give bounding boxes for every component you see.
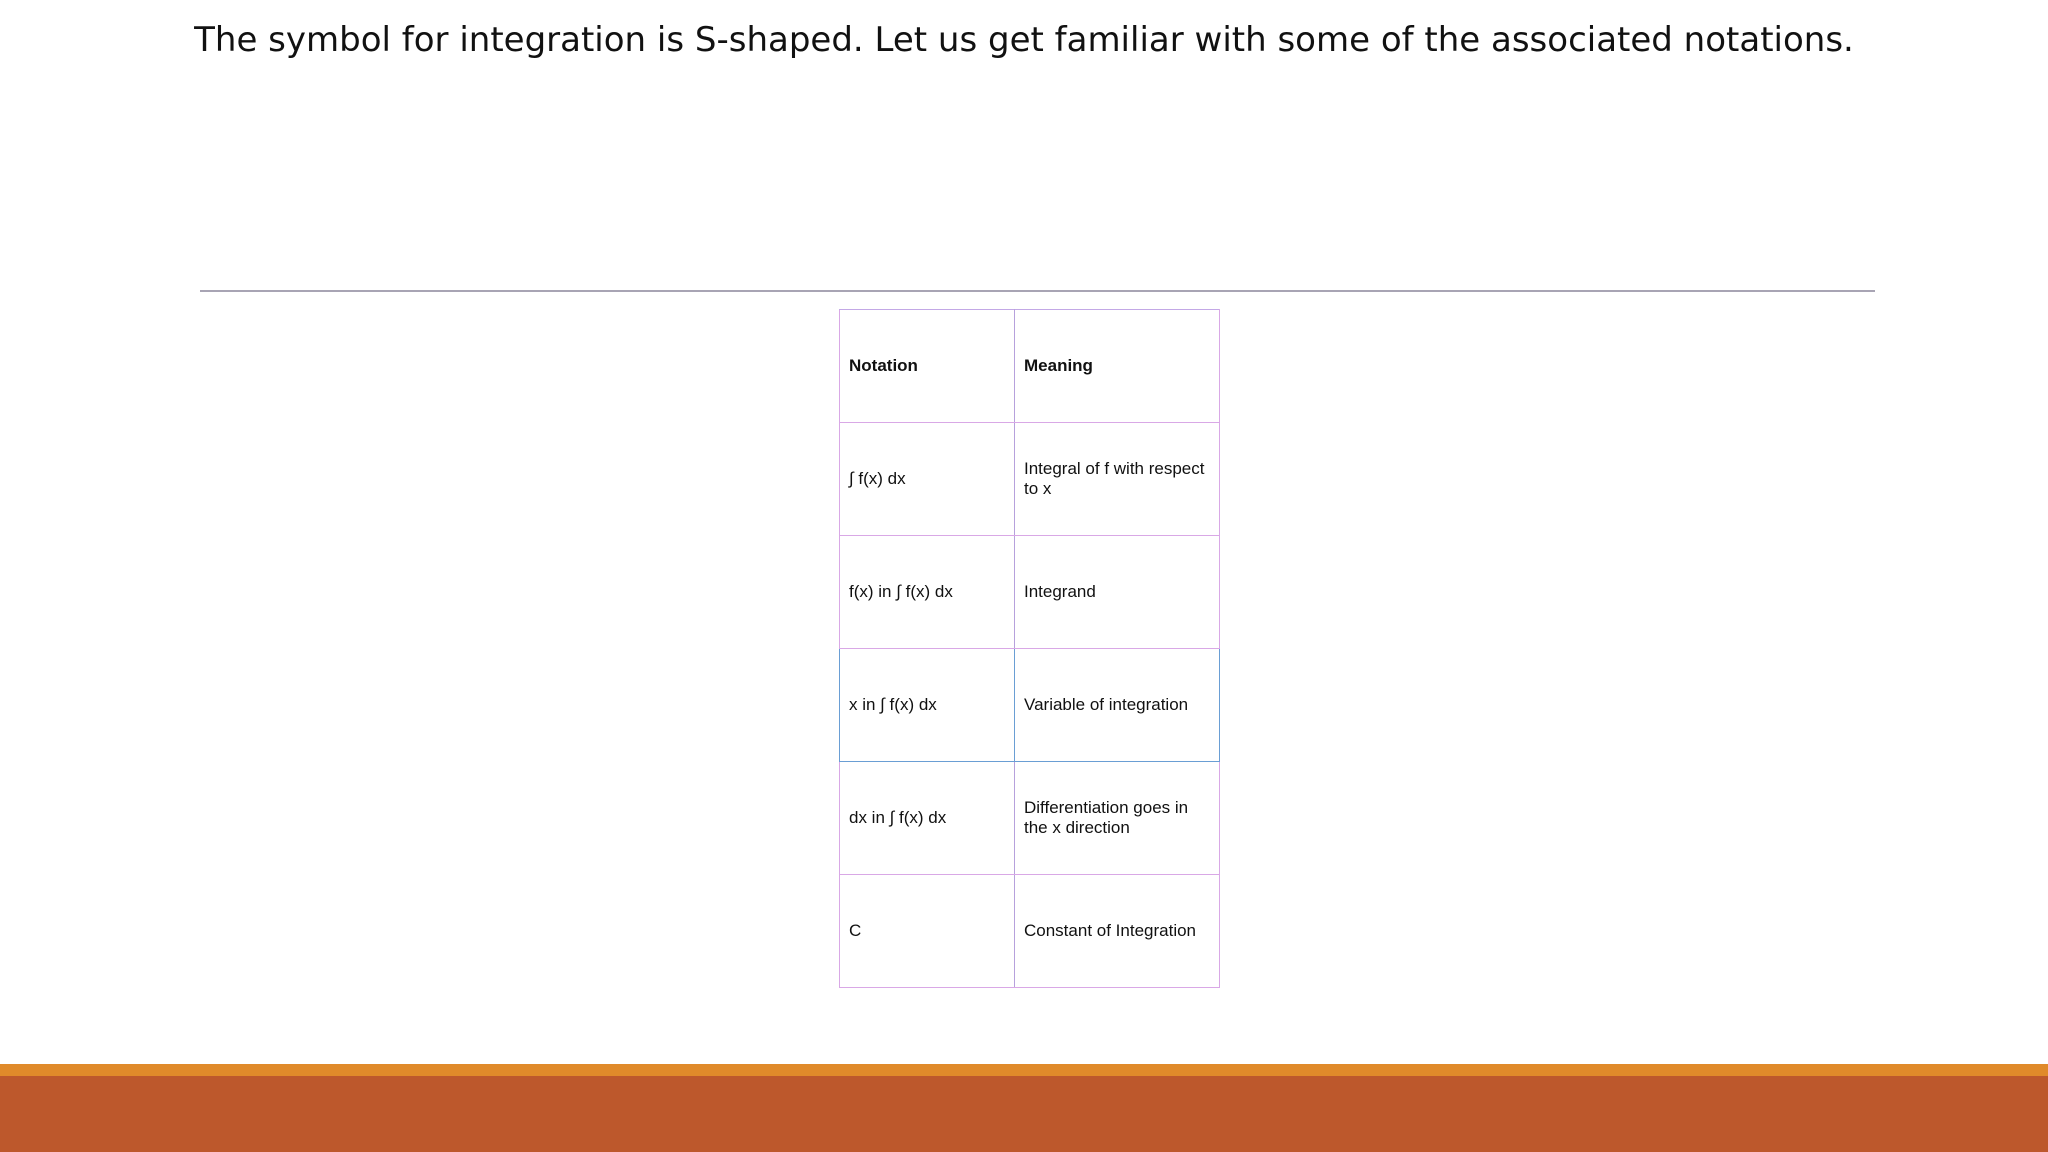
meaning-cell: Constant of Integration <box>1015 875 1220 988</box>
table-row <box>840 762 1220 875</box>
slide-heading: The symbol for integration is S-shaped. Let us get familiar with some of the associated notations. <box>194 20 1854 60</box>
notation-cell: ∫ f(x) dx <box>840 423 1015 536</box>
table-header-row <box>840 310 1220 423</box>
notation-cell: f(x) in ∫ f(x) dx <box>840 536 1015 649</box>
divider-line <box>200 290 1875 292</box>
footer-band <box>0 1076 2048 1152</box>
notation-cell: C <box>840 875 1015 988</box>
table-row <box>840 649 1220 762</box>
header-meaning: Meaning <box>1015 310 1220 423</box>
notation-cell: dx in ∫ f(x) dx <box>840 762 1015 875</box>
meaning-cell: Variable of integration <box>1015 649 1220 762</box>
header-notation: Notation <box>840 310 1015 423</box>
table-row <box>840 875 1220 988</box>
meaning-cell: Integral of f with respect to x <box>1015 423 1220 536</box>
meaning-cell: Integrand <box>1015 536 1220 649</box>
notation-cell: x in ∫ f(x) dx <box>840 649 1015 762</box>
notation-table <box>839 309 1220 988</box>
table-row <box>840 536 1220 649</box>
meaning-cell: Differentiation goes in the x direction <box>1015 762 1220 875</box>
table-row <box>840 423 1220 536</box>
footer-stripe <box>0 1064 2048 1076</box>
